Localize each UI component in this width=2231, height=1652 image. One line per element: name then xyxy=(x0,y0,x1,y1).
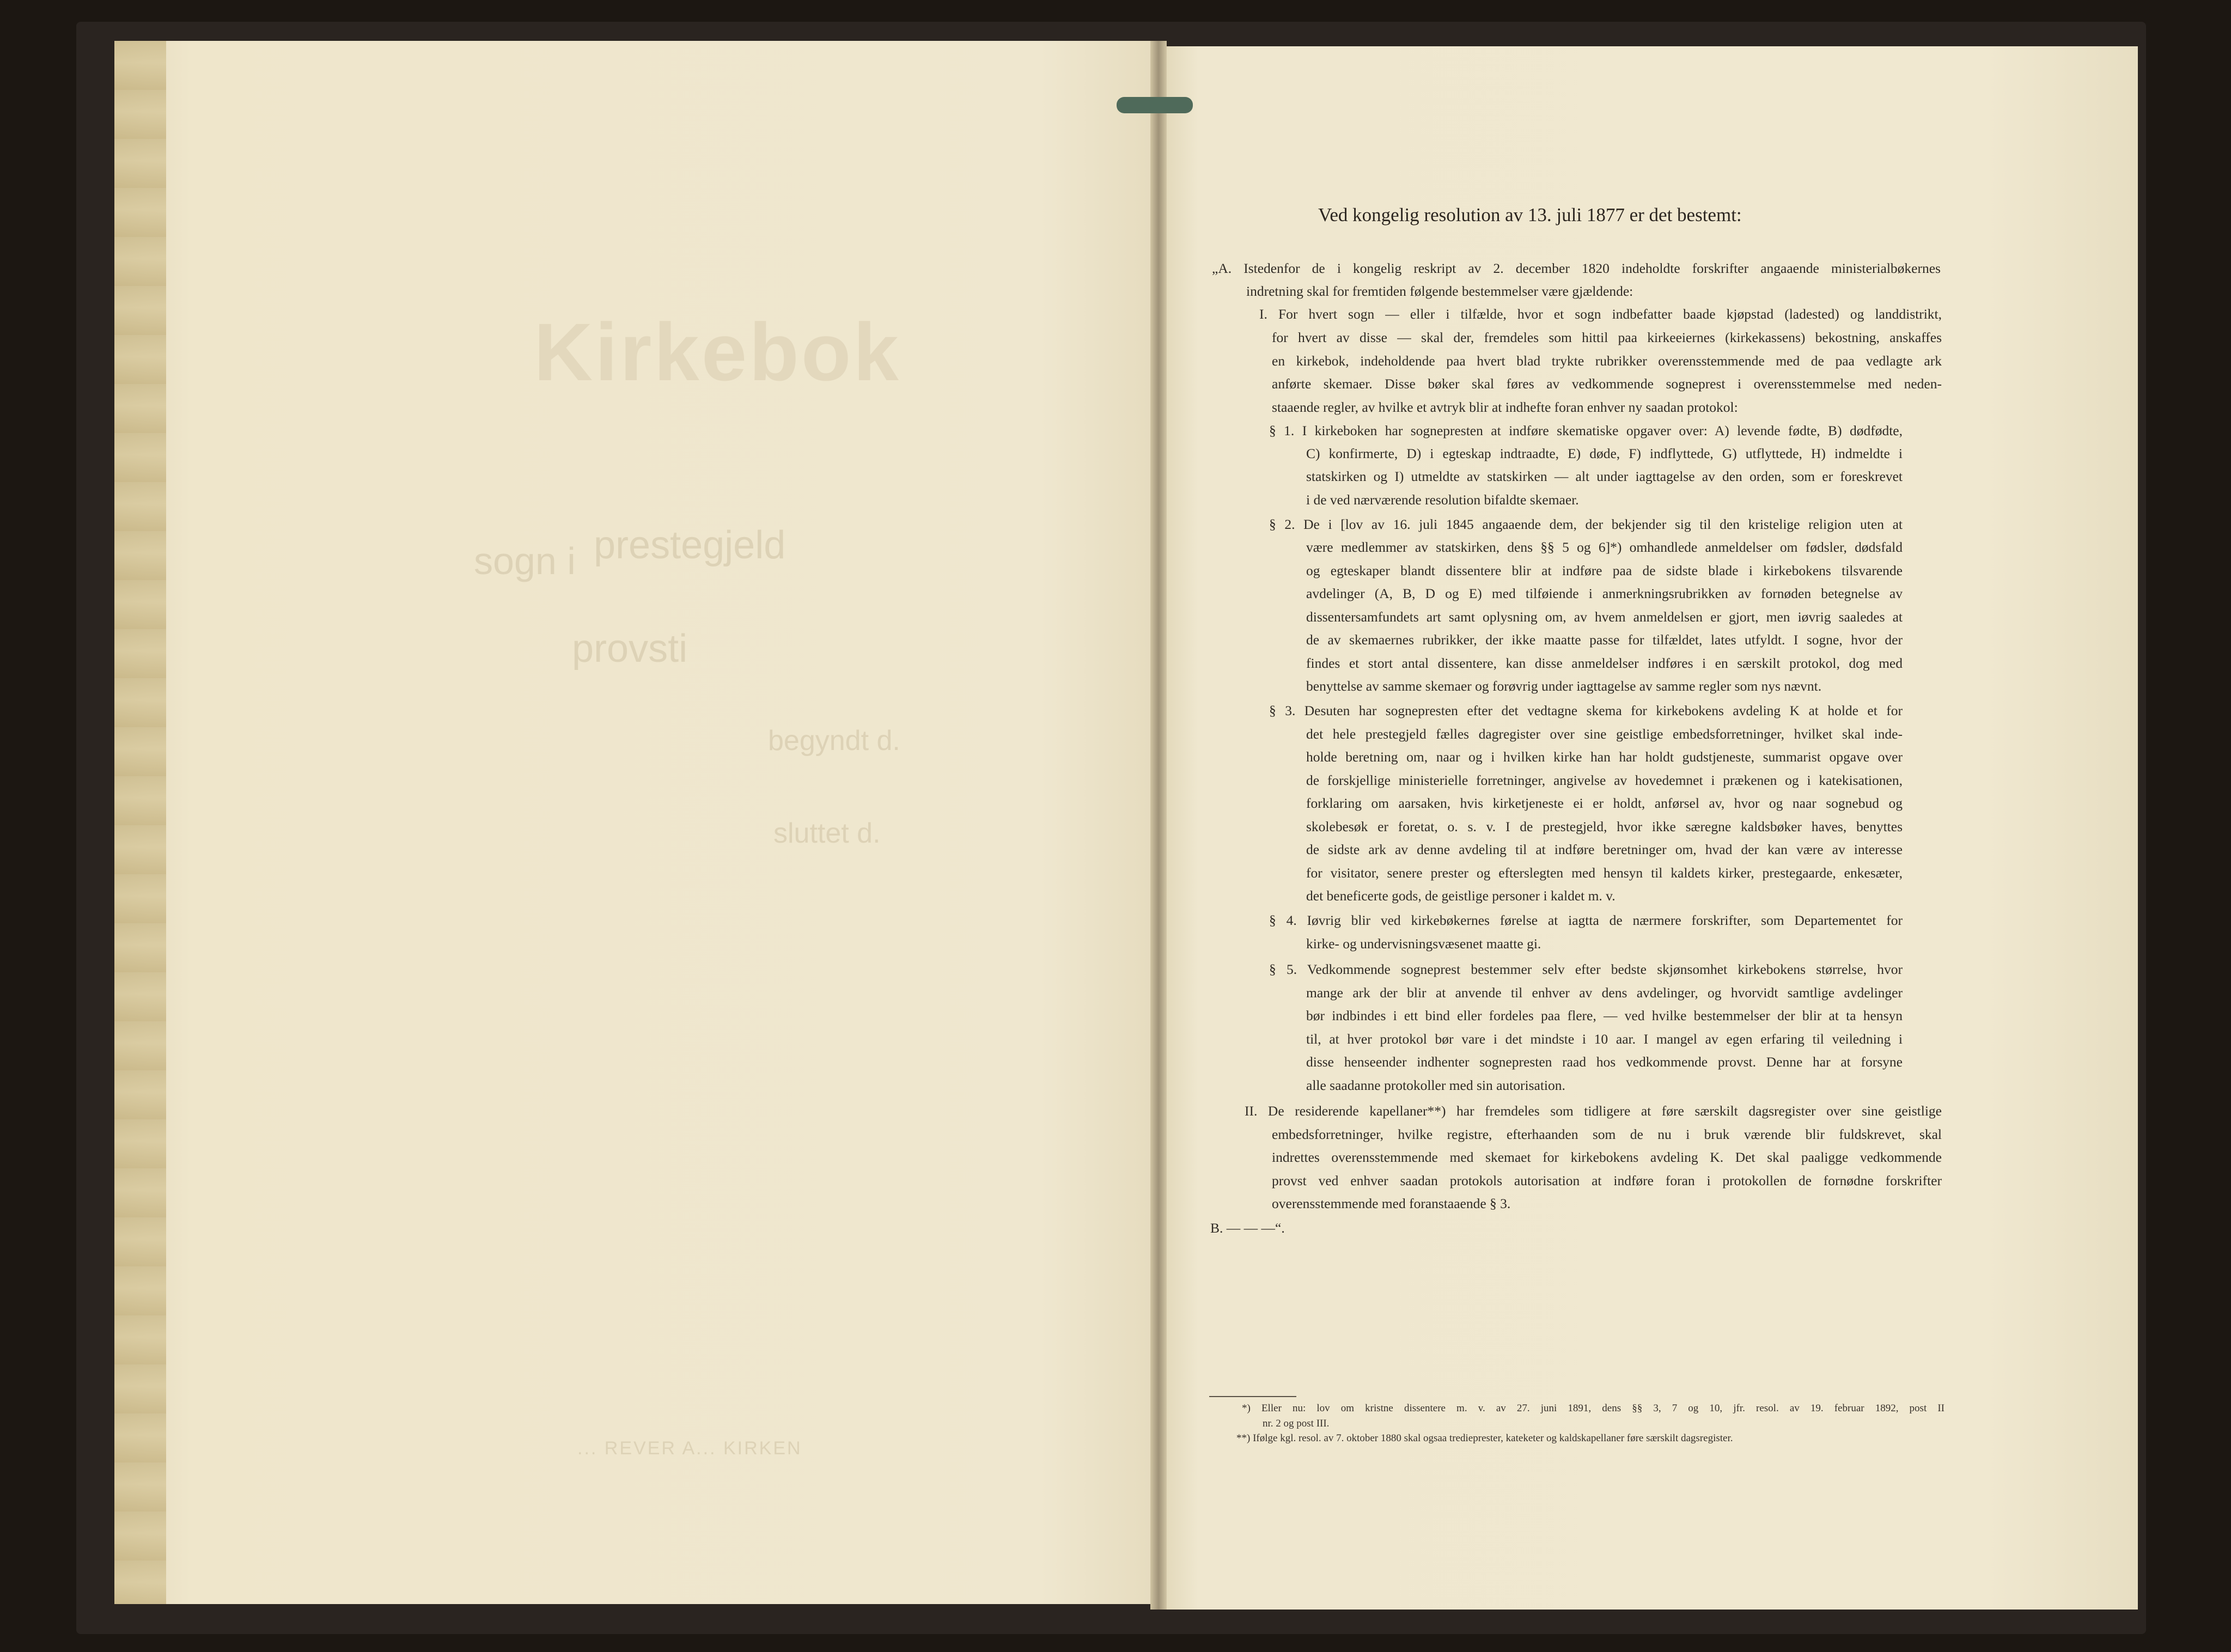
resolution-line: til, at hver protokol bør vare i det mindste i 10 aar. I mangel av egen erfaring til veiledning i xyxy=(1306,1031,1903,1047)
resolution-line: for hvert av disse — skal der, fremdeles som hittil paa kirkeeiernes (kirkekassens) bekostning, anskaffes xyxy=(1272,330,1942,345)
resolution-line: en kirkebok, indeholdende paa hvert blad trykte rubrikker overensstemmende med de paa vedlagte ark xyxy=(1272,353,1942,369)
resolution-line: det hele prestegjeld fælles dagregister over sine geistlige embedsforretninger, hvilket skal inde- xyxy=(1306,726,1903,742)
resolution-line: disse henseender indhenter sognepresten raad hos vedkommende provst. Denne har at forsyne xyxy=(1306,1054,1903,1070)
book-gutter xyxy=(1150,41,1167,1610)
resolution-line: de sidste ark av denne avdeling til at indføre beretninger om, hvad der kan være av interesse xyxy=(1306,842,1903,857)
resolution-line: kirke- og undervisningsvæsenet maatte gi. xyxy=(1306,936,1541,952)
ghost-sogn: sogn i xyxy=(474,540,576,582)
ghost-provsti: provsti xyxy=(572,627,688,670)
ghost-begyndt: begyndt d. xyxy=(768,725,900,757)
resolution-line: benyttelse av samme skemaer og forøvrig under iagttagelse av samme regler som nys nævnt. xyxy=(1306,678,1822,694)
resolution-line: avdelinger (A, B, D og E) med tilføiende i anmerkningsrubrikken av fornøden betegnelse av xyxy=(1306,586,1903,601)
left-page xyxy=(114,41,1152,1604)
resolution-line: indrettes overensstemmende med skemaet for kirkebokens avdeling K. Det skal paaligge vedkommende xyxy=(1272,1149,1942,1165)
resolution-line: II. De residerende kapellaner**) har fremdeles som tidligere at føre særskilt dagsregister over sine geistlige xyxy=(1245,1103,1942,1119)
resolution-line: § 5. Vedkommende sogneprest bestemmer selv efter bedste skjønsomhet kirkebokens størrelse, hvor xyxy=(1269,961,1903,977)
resolution-line: overensstemmende med foranstaaende § 3. xyxy=(1272,1196,1511,1211)
ghost-title: Kirkebok xyxy=(534,306,901,398)
resolution-line: „A. Istedenfor de i kongelig reskript av 2. december 1820 indeholdte forskrifter angaaende ministerialbøkernes xyxy=(1212,260,1941,276)
resolution-line: indretning skal for fremtiden følgende bestemmelser være gjældende: xyxy=(1246,283,1633,299)
resolution-line: de forskjellige ministerielle forretninger, angivelse av hovedemnet i prækenen og i katekisationen, xyxy=(1306,772,1903,788)
resolution-line: være medlemmer av statskirken, dens §§ 5 og 6]*) omhandlede anmeldelser om fødsler, dødsfald xyxy=(1306,539,1903,555)
binding-thread xyxy=(1117,97,1193,113)
resolution-line: skolebesøk er foretat, o. s. v. I de prestegjeld, hvor ikke særegne kaldsbøker haves, benyttes xyxy=(1306,819,1903,834)
resolution-line: og egteskaper blandt dissentere blir at indføre paa de sidste blade i kirkebokens tilsvarende xyxy=(1306,563,1903,578)
resolution-line: alle saadanne protokoller med sin autorisation. xyxy=(1306,1077,1565,1093)
resolution-line: provst ved enhver saadan protokols autorisation at indføre foran i protokollen de fornødne forskrifter xyxy=(1272,1173,1942,1188)
resolution-line: § 1. I kirkeboken har sognepresten at indføre skematiske opgaver over: A) levende fødte, B) dødfødte, xyxy=(1269,423,1903,438)
resolution-line: § 4. Iøvrig blir ved kirkebøkernes førelse at iagtta de nærmere forskrifter, som Departementet for xyxy=(1269,912,1903,928)
footnote-line: **) Ifølge kgl. resol. av 7. oktober 1880 skal ogsaa tredieprester, kateketer og kaldskapellaner føre særskilt dagsregister. xyxy=(1236,1432,1733,1444)
resolution-line: anførte skemaer. Disse bøker skal føres av vedkommende sogneprest i overensstemmelse med neden- xyxy=(1272,376,1942,392)
footnote-line: nr. 2 og post III. xyxy=(1263,1418,1330,1429)
resolution-line: det beneficerte gods, de geistlige personer i kaldet m. v. xyxy=(1306,888,1616,904)
resolution-line: de av skemaernes rubrikker, der ikke maatte passe for tilfældet, lates utfyldt. I sogne, hvor der xyxy=(1306,632,1903,648)
resolution-line: § 2. De i [lov av 16. juli 1845 angaaende dem, der bekjender sig til den kristelige religion uten at xyxy=(1269,516,1903,532)
resolution-line: embedsforretninger, hvilke registre, efterhaanden som de nu i bruk værende blir fuldskrevet, skal xyxy=(1272,1126,1942,1142)
resolution-line: i de ved nærværende resolution bifaldte skemaer. xyxy=(1306,492,1579,508)
resolution-heading: Ved kongelig resolution av 13. juli 1877 er det bestemt: xyxy=(1318,204,1742,225)
resolution-line: holde beretning om, naar og i hvilken kirke han har holdt gudstjeneste, summarist opgave over xyxy=(1306,749,1903,765)
resolution-line: § 3. Desuten har sognepresten efter det vedtagne skema for kirkebokens avdeling K at holde et for xyxy=(1269,703,1903,718)
resolution-line: forklaring om aarsaken, hvis kirketjeneste ei er holdt, anførsel av, hvor og naar sognebud og xyxy=(1306,795,1903,811)
resolution-line: B. — — —“. xyxy=(1210,1220,1285,1236)
resolution-line: for visitator, senere prester og efterslegten med hensyn til kaldets kirker, prestegaarde, enkesæter, xyxy=(1306,865,1903,881)
footnote-rule xyxy=(1209,1396,1296,1397)
left-page-edge xyxy=(114,41,166,1604)
ghost-prestegjeld: prestegjeld xyxy=(594,523,786,567)
ghost-sluttet: sluttet d. xyxy=(773,818,881,849)
resolution-line: bør indbindes i ett bind eller fordeles paa flere, — ved hvilke bestemmelser der blir at ta hensyn xyxy=(1306,1008,1903,1023)
resolution-line: findes et stort antal dissentere, kan disse anmeldelser indføres i en særskilt protokol, dog med xyxy=(1306,655,1903,671)
resolution-line: dissentersamfundets art samt oplysning om, av hvem anmeldelsen er gjort, men iøvrig saaledes at xyxy=(1306,609,1903,625)
footnote-line: *) Eller nu: lov om kristne dissentere m. v. av 27. juni 1891, dens §§ 3, 7 og 10, jfr. resol. av 19. februar 1892, post II xyxy=(1242,1403,1944,1414)
resolution-line: staaende regler, av hvilke et avtryk blir at indhefte foran enhver ny saadan protokol: xyxy=(1272,399,1738,415)
resolution-line: statskirken og I) utmeldte av statskirken — alt under iagttagelse av den orden, som er foreskrevet xyxy=(1306,468,1903,484)
resolution-line: C) konfirmerte, D) i egteskap indtraadte, E) døde, F) indflyttede, G) utflyttede, H) indmeldte i xyxy=(1306,446,1903,461)
resolution-line: mange ark der blir at anvende til enhver av dens avdelinger, og hvorvidt samtlige avdelinger xyxy=(1306,985,1903,1001)
ghost-printer-mark: ... REVER A... KIRKEN xyxy=(577,1438,802,1459)
resolution-line: I. For hvert sogn — eller i tilfælde, hvor et sogn indbefatter baade kjøpstad (ladested) og landdistrikt, xyxy=(1259,306,1942,322)
